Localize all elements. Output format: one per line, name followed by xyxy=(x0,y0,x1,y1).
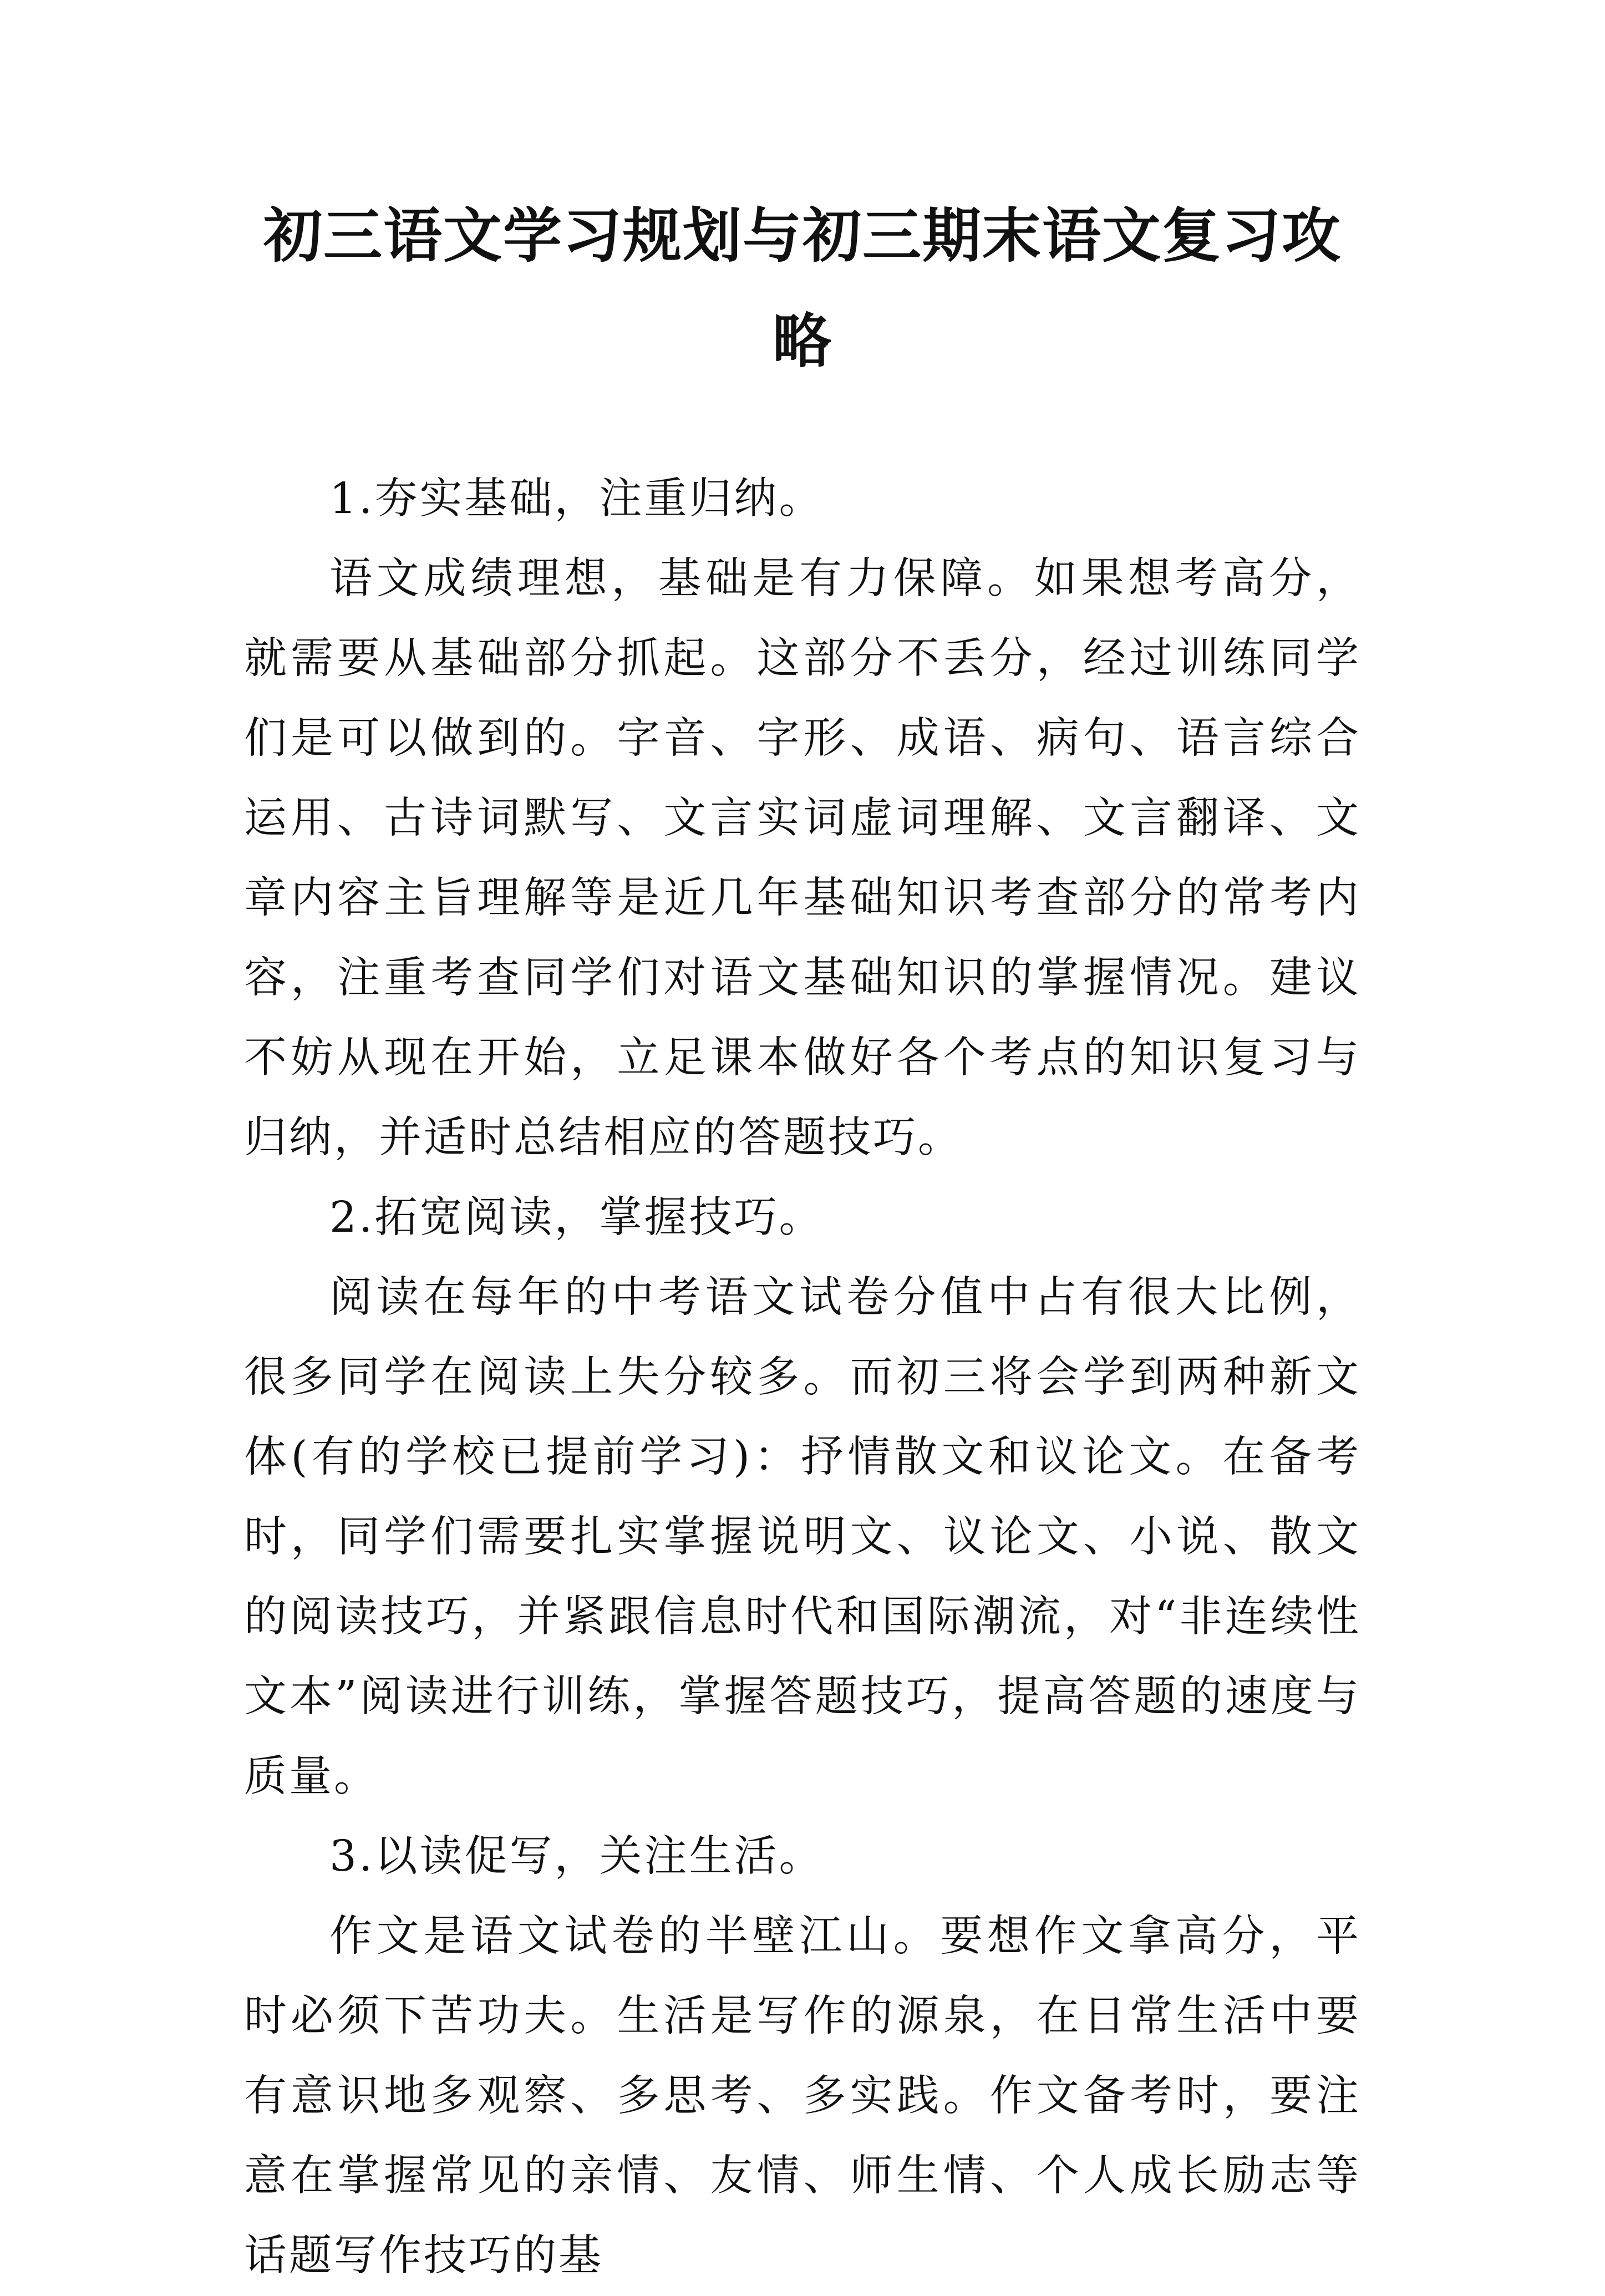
document-body xyxy=(244,459,1361,2296)
section-heading-3: 3.以读促写，关注生活。 xyxy=(329,1832,824,1881)
section-heading-2: 2.拓宽阅读，掌握技巧。 xyxy=(329,1193,824,1242)
document-title: 初三语文学习规划与初三期末语文复习攻略 xyxy=(263,201,1342,375)
body-paragraph-2: 阅读在每年的中考语文试卷分值中占有很大比例，很多同学在阅读上失分较多。而初三将会学到两种新文体(有的学校已提前学习)：抒情散文和议论文。在备考时，同学们需要扎实掌握说明文、议论文、小说、散文的阅读技巧，并紧跟信息时代和国际潮流，对“非连续性文本”阅读进行训练，掌握答题技巧，提高答题的速度与质量。 xyxy=(244,1273,1361,1801)
body-paragraph-1: 语文成绩理想，基础是有力保障。如果想考高分，就需要从基础部分抓起。这部分不丢分，经过训练同学们是可以做到的。字音、字形、成语、病句、语言综合运用、古诗词默写、文言实词虚词理解、文言翻译、文章内容主旨理解等是近几年基础知识考查部分的常考内容，注重考查同学们对语文基础知识的掌握情况。建议不妨从现在开始，立足课本做好各个考点的知识复习与归纳，并适时总结相应的答题技巧。 xyxy=(244,554,1361,1162)
section-heading-1: 1.夯实基础，注重归纳。 xyxy=(329,474,824,524)
body-paragraph-3: 作文是语文试卷的半壁江山。要想作文拿高分，平时必须下苦功夫。生活是写作的源泉，在日常生活中要有意识地多观察、多思考、多实践。作文备考时，要注意在掌握常见的亲情、友情、师生情、个人成长励志等话题写作技巧的基 xyxy=(244,1912,1361,2280)
